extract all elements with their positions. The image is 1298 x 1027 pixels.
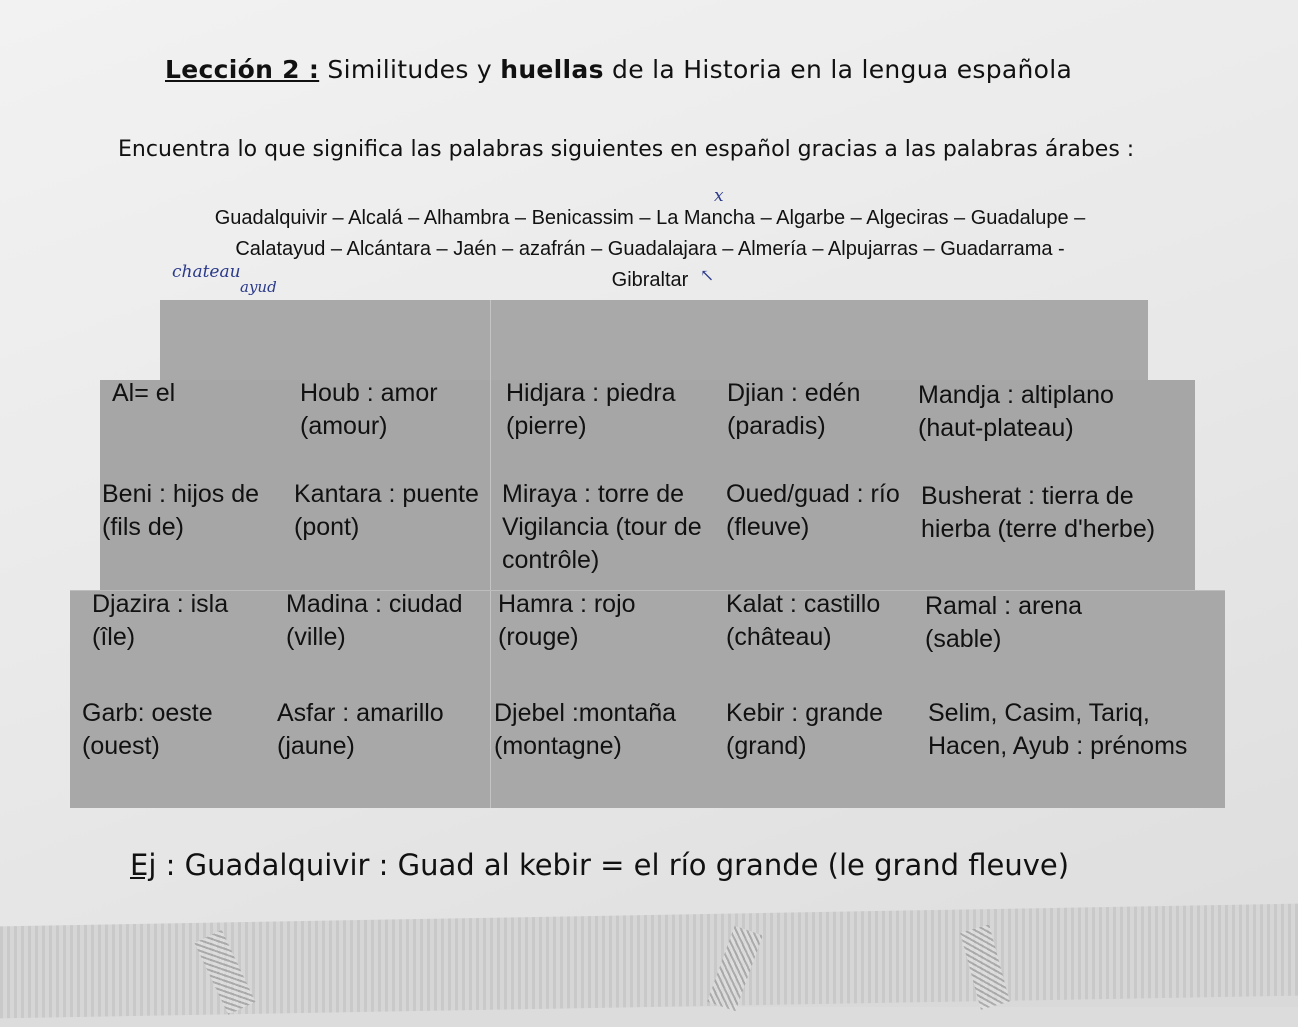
table-cell: Hidjara : piedra (pierre) — [506, 379, 676, 440]
table-cell: Houb : amor (amour) — [300, 379, 438, 440]
table-cell: Kalat : castillo (château) — [726, 590, 881, 651]
table-cell: Miraya : torre de Vigilancia (tour de contrôle) — [502, 480, 702, 574]
table-cell: Garb: oeste (ouest) — [82, 699, 213, 760]
word-list-line-3: Gibraltar — [611, 269, 689, 291]
title-text-after: de la Historia en la lengua española — [603, 55, 1073, 84]
handwritten-note-1: chateau — [172, 262, 241, 282]
word-list-line-2: Calatayud – Alcántara – Jaén – azafrán – Guadalajara – Almería – Alpujarras – Guadarrama - — [235, 238, 1065, 260]
title-bold-word: huellas — [500, 55, 604, 84]
table-cell: Kantara : puente (pont) — [294, 480, 479, 541]
table-cell: Selim, Casim, Tariq, Hacen, Ayub : prénoms — [928, 699, 1188, 760]
table-cell: Busherat : tierra de hierba (terre d'herbe) — [921, 482, 1156, 543]
table-cell: Djian : edén (paradis) — [727, 379, 861, 440]
handwritten-mark: x — [714, 186, 724, 206]
word-list-line-1: Guadalquivir – Alcalá – Alhambra – Benicassim – La Mancha – Algarbe – Algeciras – Guadalupe – — [214, 207, 1086, 229]
table-cell: Djazira : isla (île) — [92, 590, 229, 651]
table-cell: Al= el — [112, 379, 176, 407]
table-cell: Oued/guad : río (fleuve) — [726, 480, 900, 541]
vocabulary-table — [70, 300, 1225, 808]
example-label: Ej — [130, 848, 157, 882]
word-list — [160, 203, 1140, 296]
lesson-number: Lección 2 : — [165, 55, 320, 84]
handwritten-note-2: ayud — [240, 278, 277, 296]
handwritten-mark: ↖ — [700, 266, 715, 286]
lesson-title — [165, 55, 1165, 84]
title-text-before: Similitudes y — [319, 55, 501, 84]
table-cell: Mandja : altiplano (haut-plateau) — [918, 381, 1114, 442]
example-line — [130, 848, 1069, 882]
table-cell: Asfar : amarillo (jaune) — [277, 699, 444, 760]
example-text: : Guadalquivir : Guad al kebir = el río grande (le grand fleuve) — [156, 848, 1070, 882]
table-cell: Beni : hijos de (fils de) — [102, 480, 260, 541]
table-cell: Djebel :montaña (montagne) — [494, 699, 677, 760]
table-cell: Madina : ciudad (ville) — [286, 590, 463, 651]
table-cell: Kebir : grande (grand) — [726, 699, 884, 760]
instruction-text: Encuentra lo que significa las palabras siguientes en español gracias a las palabras árabes : — [118, 137, 1135, 162]
table-cell: Hamra : rojo (rouge) — [498, 590, 636, 651]
table-cell: Ramal : arena (sable) — [925, 592, 1083, 653]
